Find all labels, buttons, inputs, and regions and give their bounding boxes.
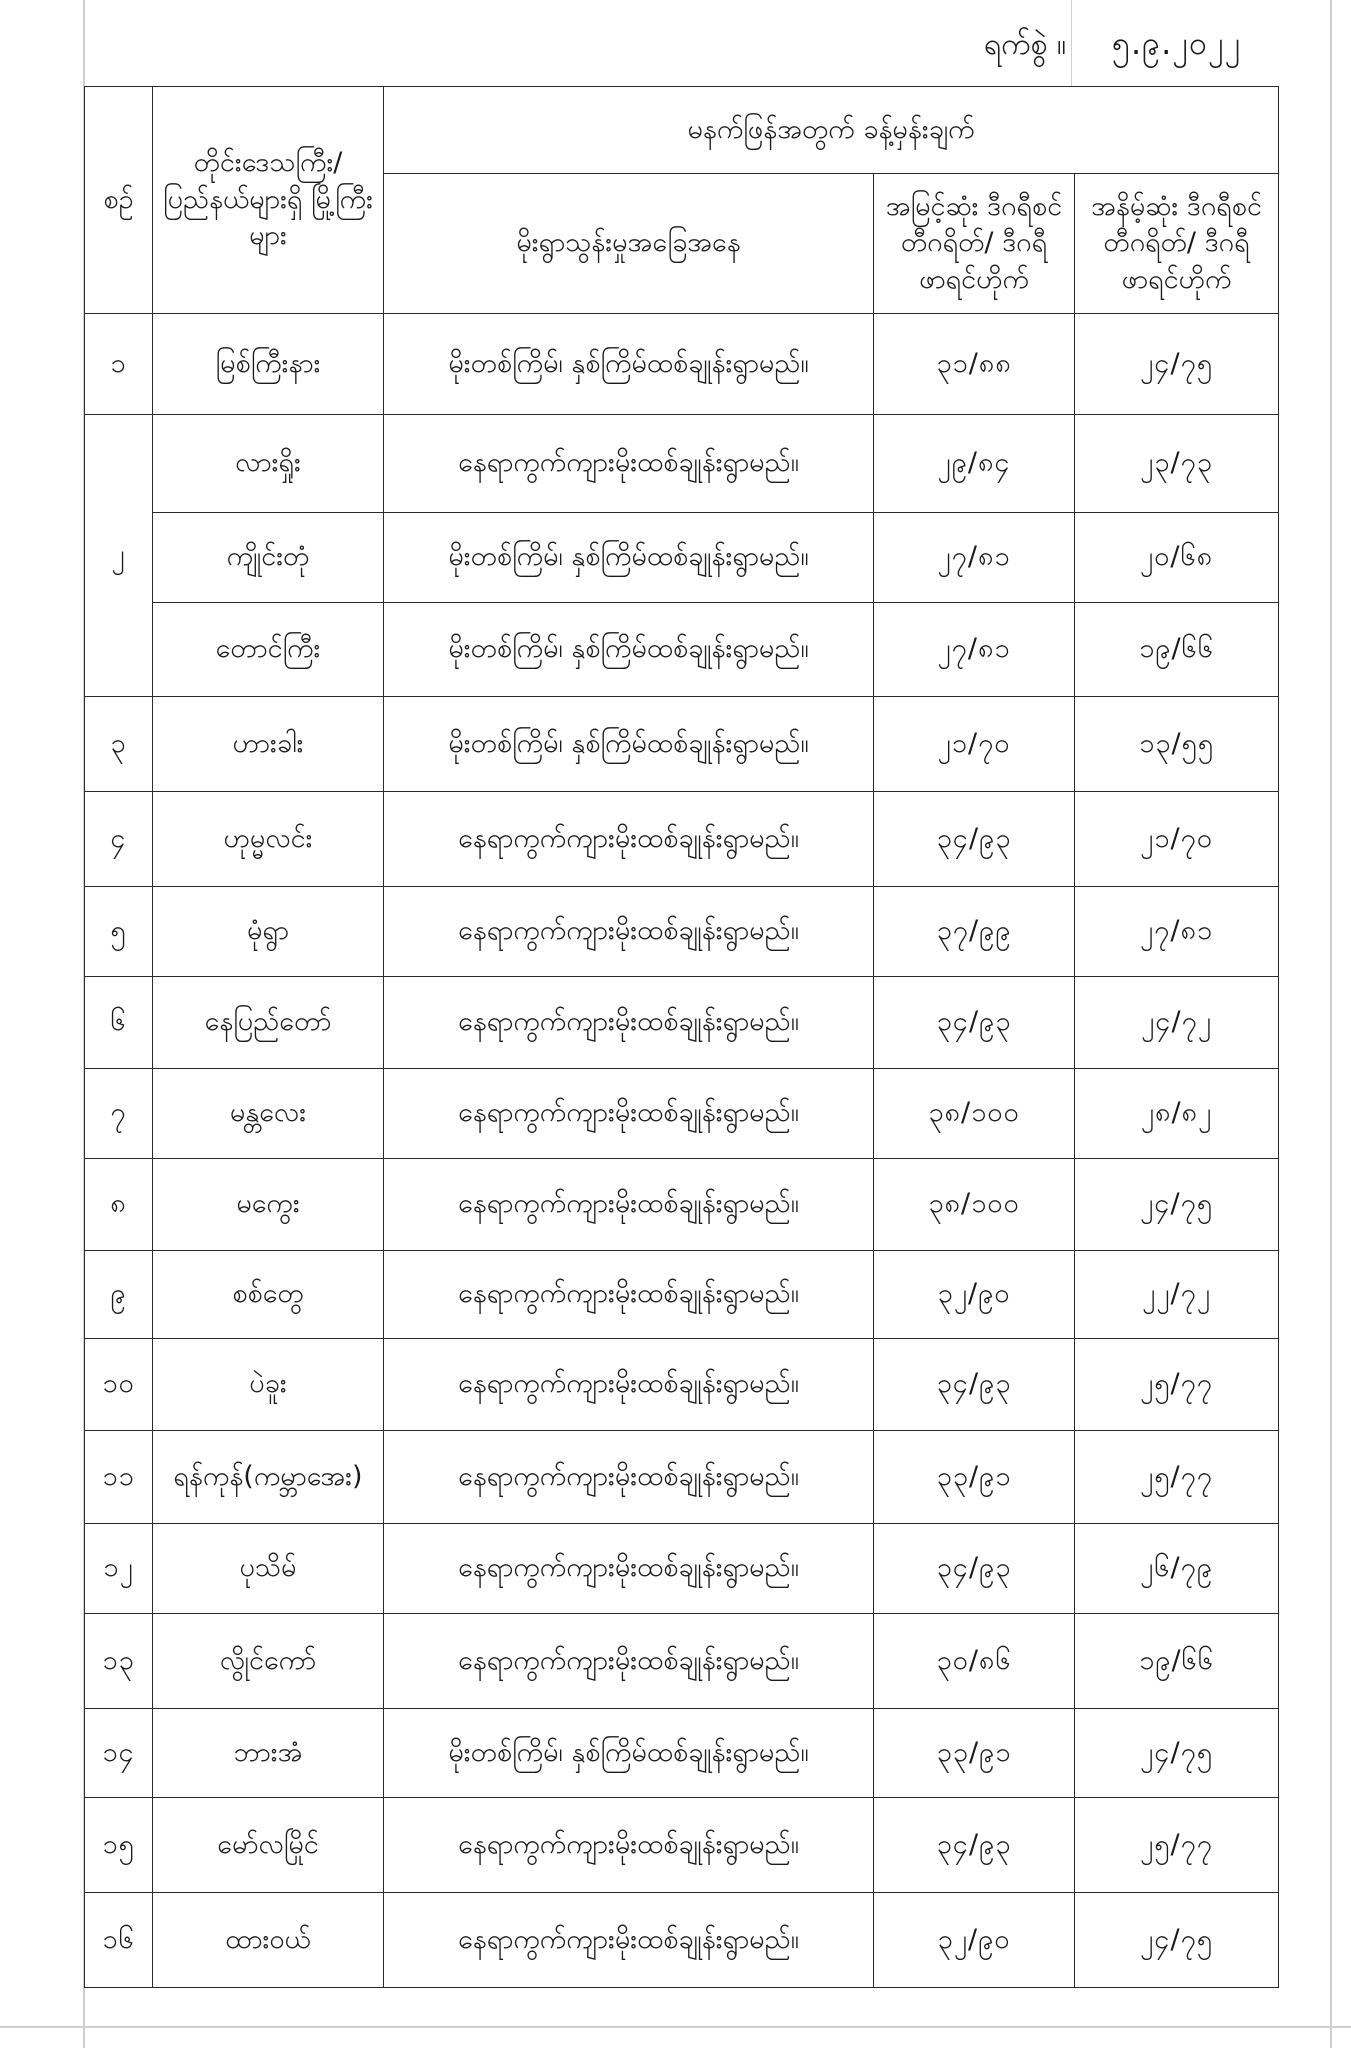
cell-max-temp: ၃၂/၉၀ bbox=[874, 1893, 1075, 1988]
table-row bbox=[85, 792, 1279, 887]
cell-city: လားရှိုး bbox=[153, 415, 384, 513]
cell-city: ပုသိမ် bbox=[153, 1524, 384, 1614]
cell-condition: နေရာကွက်ကျားမိုးထစ်ချုန်းရွာမည်။ bbox=[384, 1431, 874, 1524]
cell-condition: နေရာကွက်ကျားမိုးထစ်ချုန်းရွာမည်။ bbox=[384, 792, 874, 887]
cell-serial-no: ၁၃ bbox=[85, 1614, 153, 1709]
page-border-bottom bbox=[0, 2026, 1351, 2028]
cell-condition: မိုးတစ်ကြိမ်၊ နှစ်ကြိမ်ထစ်ချုန်းရွာမည်။ bbox=[384, 697, 874, 792]
cell-min-temp: ၂၄/၇၂ bbox=[1075, 977, 1279, 1069]
cell-city: ဘားအံ bbox=[153, 1709, 384, 1798]
cell-min-temp: ၂၈/၈၂ bbox=[1075, 1069, 1279, 1159]
cell-min-temp: ၁၉/၆၆ bbox=[1075, 1614, 1279, 1709]
cell-serial-no: ၃ bbox=[85, 697, 153, 792]
cell-max-temp: ၃၃/၉၁ bbox=[874, 1431, 1075, 1524]
cell-min-temp: ၂၂/၇၂ bbox=[1075, 1251, 1279, 1339]
cell-min-temp: ၂၄/၇၅ bbox=[1075, 1159, 1279, 1251]
cell-serial-no: ၄ bbox=[85, 792, 153, 887]
cell-max-temp: ၂၉/၈၄ bbox=[874, 415, 1075, 513]
cell-min-temp: ၂၃/၇၃ bbox=[1075, 415, 1279, 513]
cell-condition: နေရာကွက်ကျားမိုးထစ်ချုန်းရွာမည်။ bbox=[384, 977, 874, 1069]
cell-min-temp: ၂၆/၇၉ bbox=[1075, 1524, 1279, 1614]
cell-serial-no: ၆ bbox=[85, 977, 153, 1069]
table-row bbox=[85, 1339, 1279, 1431]
cell-condition: မိုးတစ်ကြိမ်၊ နှစ်ကြိမ်ထစ်ချုန်းရွာမည်။ bbox=[384, 1709, 874, 1798]
cell-min-temp: ၂၅/၇၇ bbox=[1075, 1798, 1279, 1893]
cell-condition: နေရာကွက်ကျားမိုးထစ်ချုန်းရွာမည်။ bbox=[384, 1339, 874, 1431]
cell-city: လွိုင်ကော် bbox=[153, 1614, 384, 1709]
cell-max-temp: ၃၄/၉၃ bbox=[874, 1524, 1075, 1614]
cell-serial-no: ၁၀ bbox=[85, 1339, 153, 1431]
cell-city: ထားဝယ် bbox=[153, 1893, 384, 1988]
header-city: တိုင်းဒေသကြီး/ ပြည်နယ်များရှိ မြို့ကြီးများ bbox=[153, 87, 384, 314]
table-row bbox=[85, 887, 1279, 977]
cell-max-temp: ၃၁/၈၈ bbox=[874, 314, 1075, 415]
cell-serial-no: ၁၁ bbox=[85, 1431, 153, 1524]
cell-min-temp: ၂၀/၆၈ bbox=[1075, 513, 1279, 603]
date-header bbox=[940, 0, 1270, 86]
date-divider bbox=[1071, 0, 1072, 86]
cell-min-temp: ၁၉/၆၆ bbox=[1075, 603, 1279, 697]
cell-min-temp: ၂၅/၇၇ bbox=[1075, 1431, 1279, 1524]
cell-city: နေပြည်တော် bbox=[153, 977, 384, 1069]
table-header-row bbox=[85, 87, 1279, 174]
table-row bbox=[85, 1159, 1279, 1251]
cell-serial-no: ၁၄ bbox=[85, 1709, 153, 1798]
cell-condition: မိုးတစ်ကြိမ်၊ နှစ်ကြိမ်ထစ်ချုန်းရွာမည်။ bbox=[384, 314, 874, 415]
cell-city: ကျိုင်းတုံ bbox=[153, 513, 384, 603]
cell-city: ဟုမ္မလင်း bbox=[153, 792, 384, 887]
cell-serial-no: ၁ bbox=[85, 314, 153, 415]
header-min-temp: အနိမ့်ဆုံး ဒီဂရီစင်တီဂရိတ်/ ဒီဂရီဖာရင်ဟိုက် bbox=[1075, 174, 1279, 314]
cell-city: မကွေး bbox=[153, 1159, 384, 1251]
cell-city: မော်လမြိုင် bbox=[153, 1798, 384, 1893]
cell-max-temp: ၃၀/၈၆ bbox=[874, 1614, 1075, 1709]
table-row bbox=[85, 603, 1279, 697]
cell-city: ပဲခူး bbox=[153, 1339, 384, 1431]
table-row bbox=[85, 1893, 1279, 1988]
table-row bbox=[85, 1069, 1279, 1159]
cell-max-temp: ၃၄/၉၃ bbox=[874, 792, 1075, 887]
cell-serial-no: ၈ bbox=[85, 1159, 153, 1251]
cell-min-temp: ၂၅/၇၇ bbox=[1075, 1339, 1279, 1431]
cell-condition: နေရာကွက်ကျားမိုးထစ်ချုန်းရွာမည်။ bbox=[384, 887, 874, 977]
cell-max-temp: ၃၄/၉၃ bbox=[874, 977, 1075, 1069]
cell-serial-no: ၉ bbox=[85, 1251, 153, 1339]
table-row bbox=[85, 1431, 1279, 1524]
header-serial-no: စဉ် bbox=[85, 87, 153, 314]
cell-condition: နေရာကွက်ကျားမိုးထစ်ချုန်းရွာမည်။ bbox=[384, 415, 874, 513]
cell-serial-no: ၁၂ bbox=[85, 1524, 153, 1614]
cell-max-temp: ၂၇/၈၁ bbox=[874, 513, 1075, 603]
cell-serial-no: ၅ bbox=[85, 887, 153, 977]
cell-max-temp: ၃၄/၉၃ bbox=[874, 1339, 1075, 1431]
cell-max-temp: ၃၈/၁၀၀ bbox=[874, 1159, 1075, 1251]
cell-serial-no: ၁၅ bbox=[85, 1798, 153, 1893]
header-max-temp: အမြင့်ဆုံး ဒီဂရီစင်တီဂရိတ်/ ဒီဂရီဖာရင်ဟိုက် bbox=[874, 174, 1075, 314]
cell-condition: နေရာကွက်ကျားမိုးထစ်ချုန်းရွာမည်။ bbox=[384, 1159, 874, 1251]
cell-max-temp: ၃၈/၁၀၀ bbox=[874, 1069, 1075, 1159]
cell-city: မုံရွာ bbox=[153, 887, 384, 977]
cell-city: ရန်ကုန်(ကမ္ဘာအေး) bbox=[153, 1431, 384, 1524]
table-row bbox=[85, 1798, 1279, 1893]
cell-condition: မိုးတစ်ကြိမ်၊ နှစ်ကြိမ်ထစ်ချုန်းရွာမည်။ bbox=[384, 603, 874, 697]
cell-min-temp: ၁၃/၅၅ bbox=[1075, 697, 1279, 792]
table-row bbox=[85, 1614, 1279, 1709]
cell-condition: မိုးတစ်ကြိမ်၊ နှစ်ကြိမ်ထစ်ချုန်းရွာမည်။ bbox=[384, 513, 874, 603]
cell-max-temp: ၂၇/၈၁ bbox=[874, 603, 1075, 697]
date-label: ရက်စွဲ ။ bbox=[984, 27, 1067, 62]
cell-max-temp: ၃၄/၉၃ bbox=[874, 1798, 1075, 1893]
forecast-table bbox=[84, 86, 1279, 1988]
cell-max-temp: ၃၃/၉၁ bbox=[874, 1709, 1075, 1798]
cell-min-temp: ၂၄/၇၅ bbox=[1075, 1893, 1279, 1988]
table-row bbox=[85, 415, 1279, 513]
cell-max-temp: ၃၇/၉၉ bbox=[874, 887, 1075, 977]
cell-serial-no: ၁၆ bbox=[85, 1893, 153, 1988]
cell-min-temp: ၂၁/၇၀ bbox=[1075, 792, 1279, 887]
table-row bbox=[85, 314, 1279, 415]
table-row bbox=[85, 697, 1279, 792]
table-row bbox=[85, 1524, 1279, 1614]
cell-condition: နေရာကွက်ကျားမိုးထစ်ချုန်းရွာမည်။ bbox=[384, 1614, 874, 1709]
page-border-right bbox=[1330, 0, 1332, 2048]
cell-max-temp: ၂၁/၇၀ bbox=[874, 697, 1075, 792]
cell-condition: နေရာကွက်ကျားမိုးထစ်ချုန်းရွာမည်။ bbox=[384, 1251, 874, 1339]
cell-condition: နေရာကွက်ကျားမိုးထစ်ချုန်းရွာမည်။ bbox=[384, 1798, 874, 1893]
cell-min-temp: ၂၄/၇၅ bbox=[1075, 1709, 1279, 1798]
cell-max-temp: ၃၂/၉၀ bbox=[874, 1251, 1075, 1339]
table-body bbox=[85, 314, 1279, 1988]
date-value: ၅.၉.၂၀၂၂ bbox=[1112, 24, 1242, 62]
header-forecast: မနက်ဖြန်အတွက် ခန့်မှန်းချက် bbox=[384, 87, 1279, 174]
cell-serial-no: ၂ bbox=[85, 415, 153, 697]
cell-min-temp: ၂၇/၈၁ bbox=[1075, 887, 1279, 977]
cell-city: စစ်တွေ bbox=[153, 1251, 384, 1339]
table-row bbox=[85, 977, 1279, 1069]
cell-city: မန္တလေး bbox=[153, 1069, 384, 1159]
table-row bbox=[85, 513, 1279, 603]
cell-serial-no: ၇ bbox=[85, 1069, 153, 1159]
cell-city: ဟားခါး bbox=[153, 697, 384, 792]
cell-condition: နေရာကွက်ကျားမိုးထစ်ချုန်းရွာမည်။ bbox=[384, 1069, 874, 1159]
header-condition: မိုးရွာသွန်းမှုအခြေအနေ bbox=[384, 174, 874, 314]
cell-city: မြစ်ကြီးနား bbox=[153, 314, 384, 415]
cell-condition: နေရာကွက်ကျားမိုးထစ်ချုန်းရွာမည်။ bbox=[384, 1524, 874, 1614]
table-row bbox=[85, 1709, 1279, 1798]
cell-min-temp: ၂၄/၇၅ bbox=[1075, 314, 1279, 415]
table-row bbox=[85, 1251, 1279, 1339]
cell-condition: နေရာကွက်ကျားမိုးထစ်ချုန်းရွာမည်။ bbox=[384, 1893, 874, 1988]
cell-city: တောင်ကြီး bbox=[153, 603, 384, 697]
